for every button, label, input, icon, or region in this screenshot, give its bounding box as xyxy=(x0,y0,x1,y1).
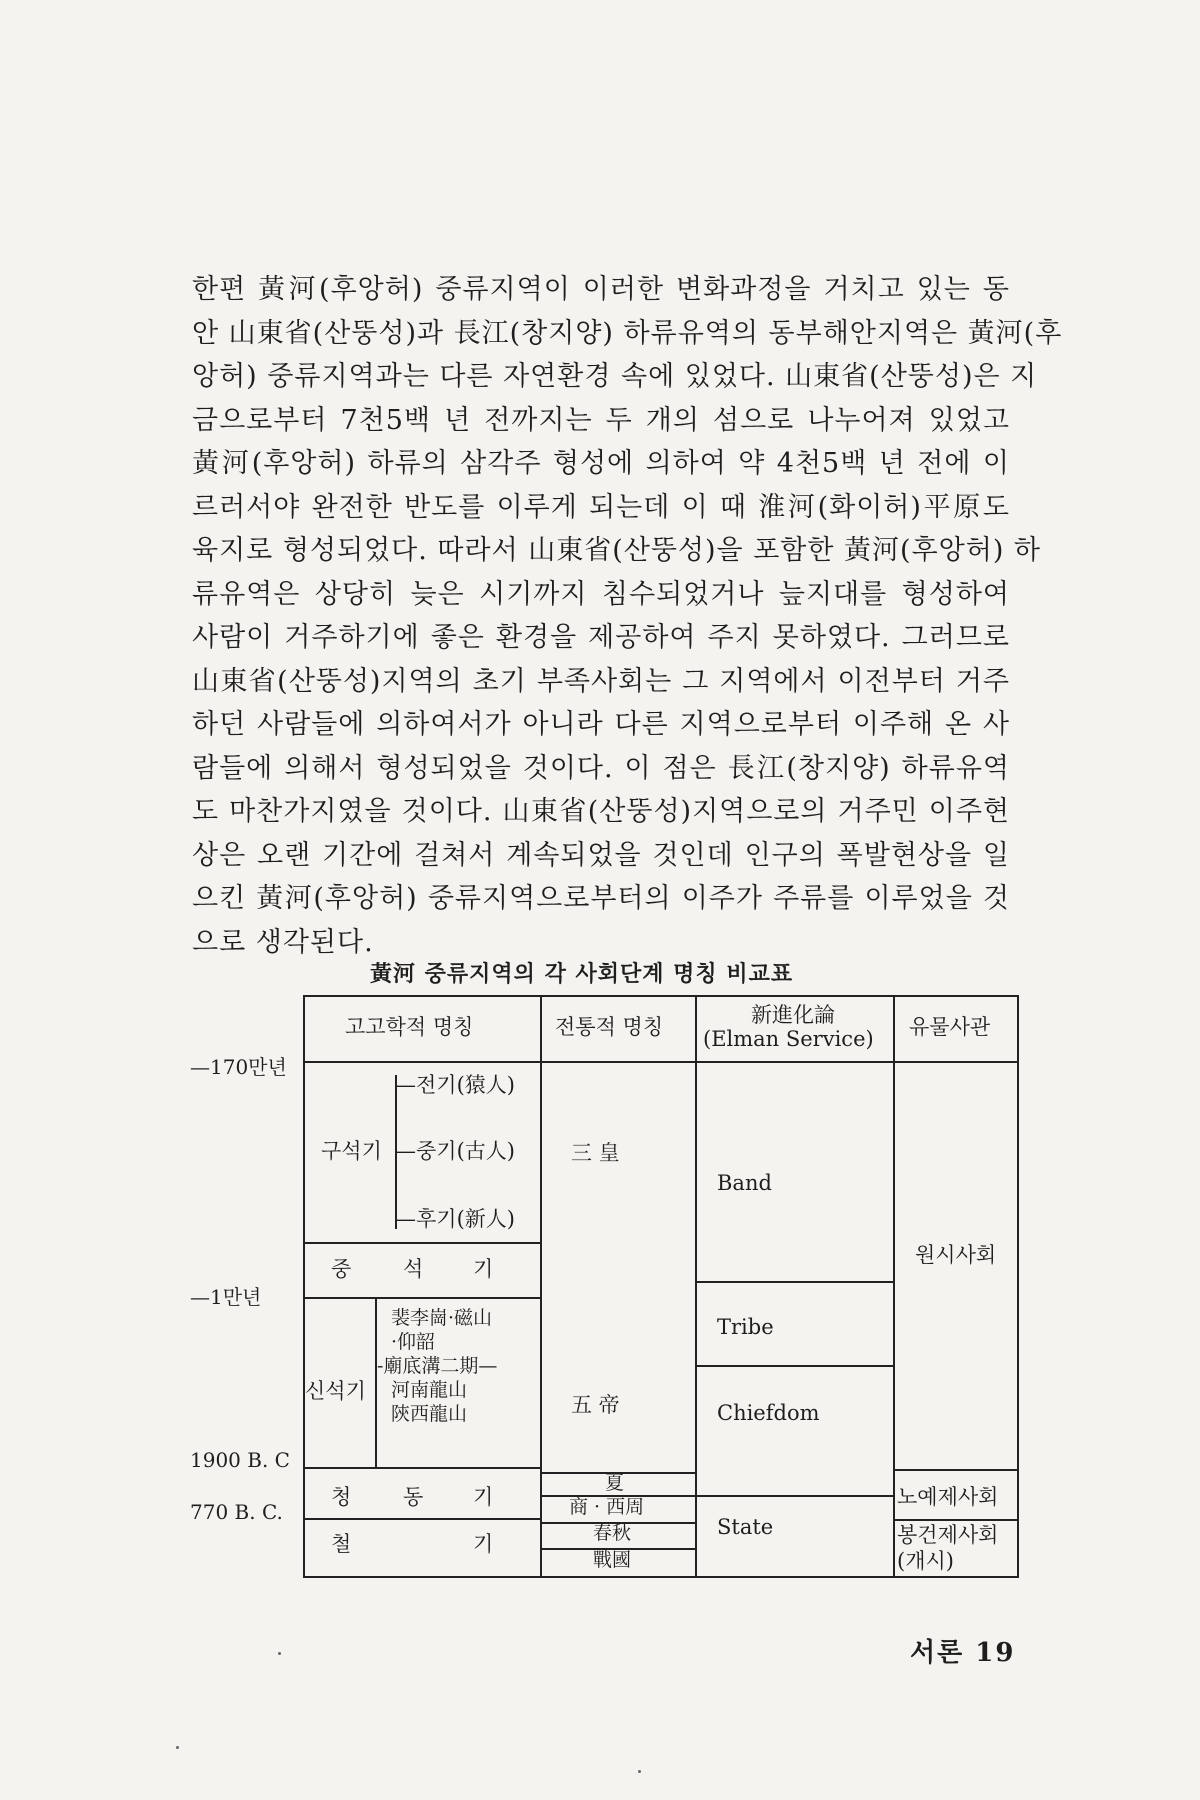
traditional-three-sovereigns: 三 皇 xyxy=(571,1141,620,1165)
text-line: 르러서야 완전한 반도를 이루게 되는데 이 때 淮河(화이허)平原도 xyxy=(192,491,1010,523)
paleolithic-late: —후기(新人) xyxy=(395,1207,515,1231)
row-divider-chiefdom-top xyxy=(695,1365,895,1367)
header-archaeological: 고고학적 명칭 xyxy=(345,1015,474,1039)
paleolithic-label: 구석기 xyxy=(321,1139,382,1163)
row-divider-state-top xyxy=(695,1495,895,1497)
mesolithic-label-3: 기 xyxy=(473,1257,494,1281)
header-neo-evolution-2: (Elman Service) xyxy=(703,1027,874,1051)
bronze-label-1: 청 xyxy=(331,1485,352,1509)
traditional-five-emperors: 五 帝 xyxy=(571,1393,620,1417)
mesolithic-label-1: 중 xyxy=(331,1257,352,1281)
bronze-label-2: 동 xyxy=(403,1485,424,1509)
neo-band: Band xyxy=(717,1171,772,1195)
scan-speck xyxy=(638,1770,641,1773)
neo-state: State xyxy=(717,1515,774,1539)
row-divider-neo-top xyxy=(303,1297,542,1299)
artifact-primitive: 원시사회 xyxy=(915,1243,997,1267)
text-line: 류유역은 상당히 늦은 시기까지 침수되었거나 늪지대를 형성하여 xyxy=(192,578,1010,610)
header-divider xyxy=(303,1061,1019,1063)
body-paragraph xyxy=(192,268,1063,964)
text-line: 하던 사람들에 의하여서가 아니라 다른 지역으로부터 이주해 온 사 xyxy=(192,709,1010,740)
artifact-slave: 노예제사회 xyxy=(897,1485,999,1509)
text-line: 육지로 형성되었다. 따라서 山東省(산뚱성)을 포함한 黃河(후앙허) 하 xyxy=(192,535,1042,566)
table-border-left xyxy=(303,995,305,1578)
bronze-label-3: 기 xyxy=(473,1485,494,1509)
iron-label-2: 기 xyxy=(473,1532,494,1556)
artifact-feudal-1: 봉건제사회 xyxy=(897,1523,999,1547)
neolithic-culture-1: 裴李崗·磁山 xyxy=(391,1307,493,1329)
timeline-label-1900bc: 1900 B. C xyxy=(190,1448,290,1472)
neolithic-culture-5: 陝西龍山 xyxy=(391,1403,468,1425)
text-line: 으로 생각된다. xyxy=(192,926,374,958)
header-artifact-view: 유물사관 xyxy=(909,1015,991,1039)
timeline-label-1-7m: —170만년 xyxy=(190,1055,287,1079)
table-border-right xyxy=(1017,995,1019,1578)
timeline-label-770bc: 770 B. C. xyxy=(190,1500,283,1524)
row-divider-bronze-top xyxy=(303,1467,542,1469)
text-line: 山東省(산뚱성)지역의 초기 부족사회는 그 지역에서 이전부터 거주 xyxy=(192,665,1010,697)
col-divider-2 xyxy=(695,995,697,1578)
row-divider-iron-top xyxy=(303,1518,542,1520)
traditional-xia: 夏 xyxy=(605,1472,625,1494)
text-line: 黃河(후앙허) 하류의 삼각주 형성에 의하여 약 4천5백 년 전에 이 xyxy=(192,448,1010,479)
artifact-feudal-2: (개시) xyxy=(897,1549,954,1573)
neolithic-culture-4: 河南龍山 xyxy=(391,1379,468,1401)
text-line: 람들에 의해서 형성되었을 것이다. 이 점은 長江(창지양) 하류유역 xyxy=(192,752,1010,784)
row-divider-feudal-top xyxy=(893,1519,1019,1521)
paleolithic-early: —전기(猿人) xyxy=(395,1073,515,1097)
iron-label-1: 철 xyxy=(331,1532,352,1556)
traditional-shang-zhou: 商 · 西周 xyxy=(569,1496,645,1518)
text-line: 도 마찬가지였을 것이다. 山東省(산뚱성)지역으로의 거주민 이주현 xyxy=(192,796,1010,827)
neolithic-divider xyxy=(375,1297,377,1467)
text-line: 앙허) 중류지역과는 다른 자연환경 속에 있었다. 山東省(산뚱성)은 지 xyxy=(192,361,1038,392)
comparison-table xyxy=(303,995,1019,1578)
col-divider-3 xyxy=(893,995,895,1578)
text-line: 안 山東省(산뚱성)과 長江(창지양) 하류유역의 동부해안지역은 黃河(후 xyxy=(192,317,1063,349)
table-border-top xyxy=(303,995,1019,997)
page-footer: 서론 19 xyxy=(910,1638,1016,1668)
col-divider-1 xyxy=(540,995,542,1578)
traditional-zhanguo: 戰國 xyxy=(593,1549,632,1571)
text-line: 사람이 거주하기에 좋은 환경을 제공하여 주지 못하였다. 그러므로 xyxy=(192,622,1010,653)
neolithic-culture-3: -廟底溝二期— xyxy=(377,1355,498,1377)
scan-speck xyxy=(278,1652,281,1655)
table-border-bottom xyxy=(303,1576,1019,1578)
neolithic-culture-2: ·仰韶 xyxy=(391,1331,436,1353)
mesolithic-label-2: 석 xyxy=(403,1257,424,1281)
neo-tribe: Tribe xyxy=(717,1315,774,1339)
paleolithic-middle: —중기(古人) xyxy=(395,1139,515,1163)
neolithic-label: 신석기 xyxy=(305,1379,366,1403)
text-line: 한편 黃河(후앙허) 중류지역이 이러한 변화과정을 거치고 있는 동 xyxy=(192,274,1010,305)
table-caption: 黃河 중류지역의 각 사회단계 명칭 비교표 xyxy=(370,961,794,987)
text-line: 금으로부터 7천5백 년 전까지는 두 개의 섬으로 나누어져 있었고 xyxy=(192,404,1010,436)
row-divider-tribe-top xyxy=(695,1281,895,1283)
header-neo-evolution-1: 新進化論 xyxy=(751,1003,835,1027)
header-traditional: 전통적 명칭 xyxy=(555,1015,664,1039)
neo-chiefdom: Chiefdom xyxy=(717,1401,820,1425)
traditional-chunqiu: 春秋 xyxy=(593,1522,632,1544)
text-line: 으킨 黃河(후앙허) 중류지역으로부터의 이주가 주류를 이루었을 것 xyxy=(192,883,1010,914)
row-divider-slave-top xyxy=(893,1469,1019,1471)
timeline-label-10k: —1만년 xyxy=(190,1285,262,1309)
text-line: 상은 오랜 기간에 걸쳐서 계속되었을 것인데 인구의 폭발현상을 일 xyxy=(192,839,1010,871)
row-divider-meso-top xyxy=(303,1242,542,1244)
scan-speck xyxy=(176,1746,179,1749)
